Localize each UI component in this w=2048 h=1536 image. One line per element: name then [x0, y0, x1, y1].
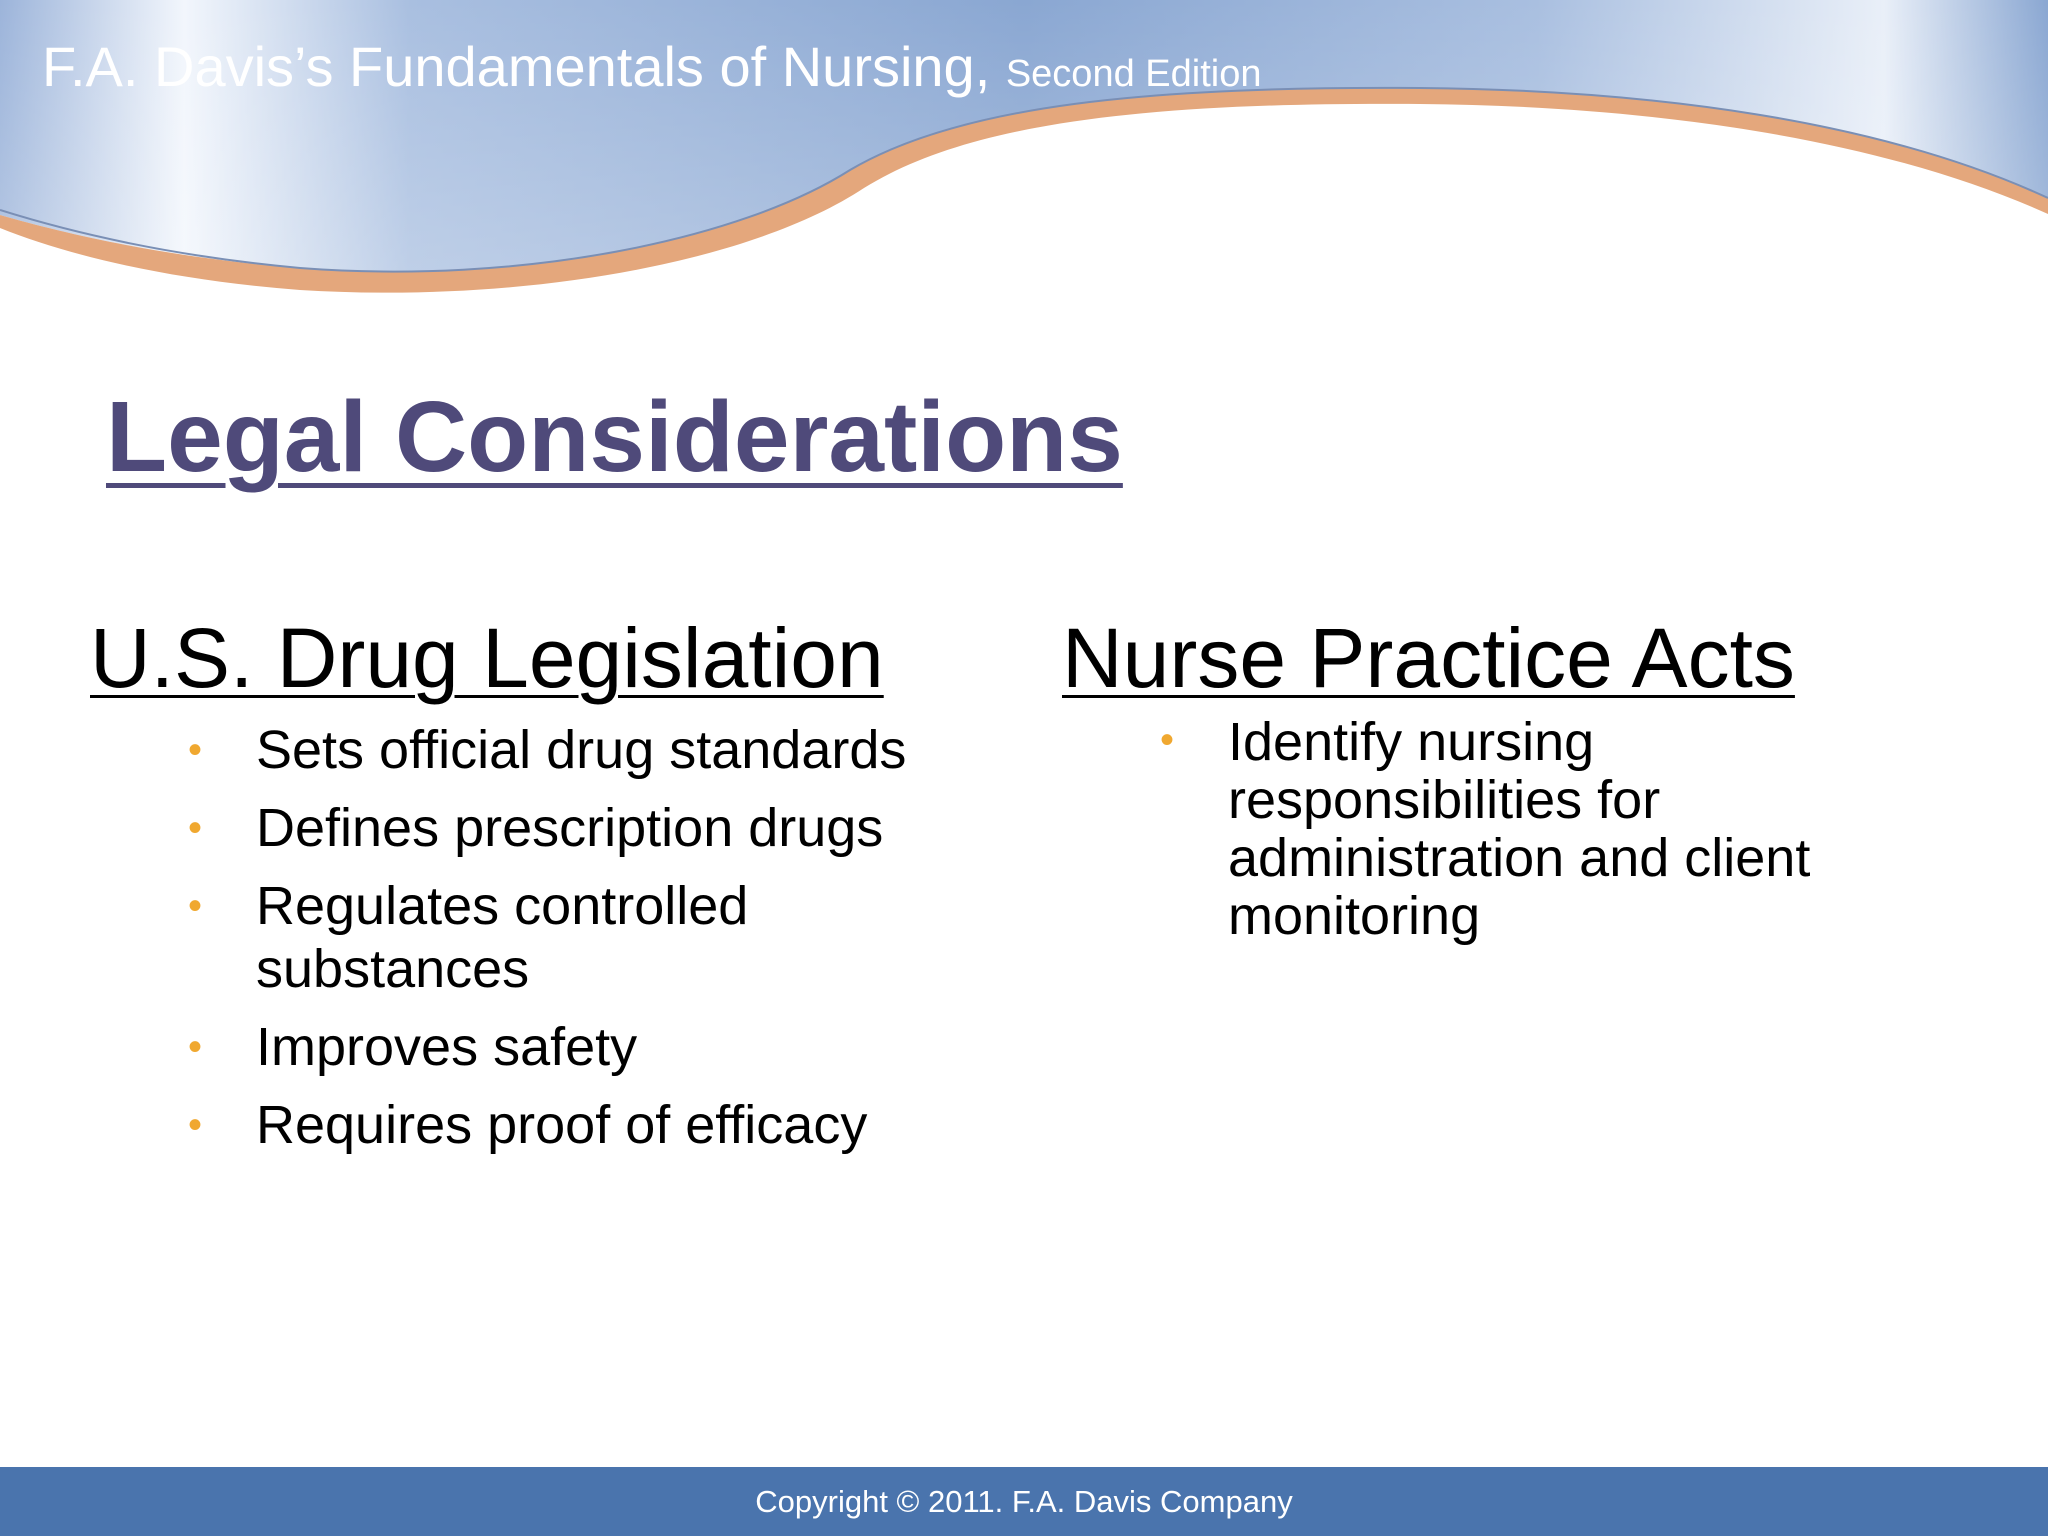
- book-title: [42, 34, 1261, 99]
- list-item-text: Sets official drug standards: [256, 719, 907, 780]
- list-item-text: Requires proof of efficacy: [256, 1094, 868, 1155]
- list-item: [90, 1016, 990, 1079]
- bullet-icon: •: [188, 1102, 203, 1147]
- list-item: [90, 719, 990, 782]
- book-title-main: F.A. Davis’s Fundamentals of Nursing,: [42, 35, 991, 98]
- list-item: [90, 1094, 990, 1157]
- list-item-text: Improves safety: [256, 1016, 638, 1077]
- list-item: [1062, 713, 1962, 945]
- bullet-icon: •: [188, 805, 203, 850]
- list-item-text: Regulates controlled substances: [256, 875, 749, 999]
- nurse-practice-acts-heading: Nurse Practice Acts: [1062, 611, 1795, 705]
- bullet-icon: •: [1160, 717, 1175, 762]
- book-edition: Second Edition: [1005, 53, 1262, 95]
- drug-legislation-heading: U.S. Drug Legislation: [90, 611, 884, 705]
- nurse-practice-acts-column: [1062, 608, 1962, 945]
- slide-title: Legal Considerations: [106, 381, 1123, 493]
- drug-legislation-column: [90, 608, 990, 1172]
- list-item-text: Defines prescription drugs: [256, 797, 884, 858]
- nurse-practice-acts-list: [1062, 713, 1962, 945]
- copyright-text: Copyright © 2011. F.A. Davis Company: [755, 1483, 1293, 1519]
- drug-legislation-list: [90, 719, 990, 1157]
- bullet-icon: •: [188, 883, 203, 928]
- list-item-text: Identify nursing responsibilities for administration and client monitoring: [1228, 711, 1811, 946]
- list-item: [90, 797, 990, 860]
- list-item: [90, 875, 1056, 1001]
- copyright-footer: [0, 1467, 2048, 1536]
- bullet-icon: •: [188, 1024, 203, 1069]
- bullet-icon: •: [188, 727, 203, 772]
